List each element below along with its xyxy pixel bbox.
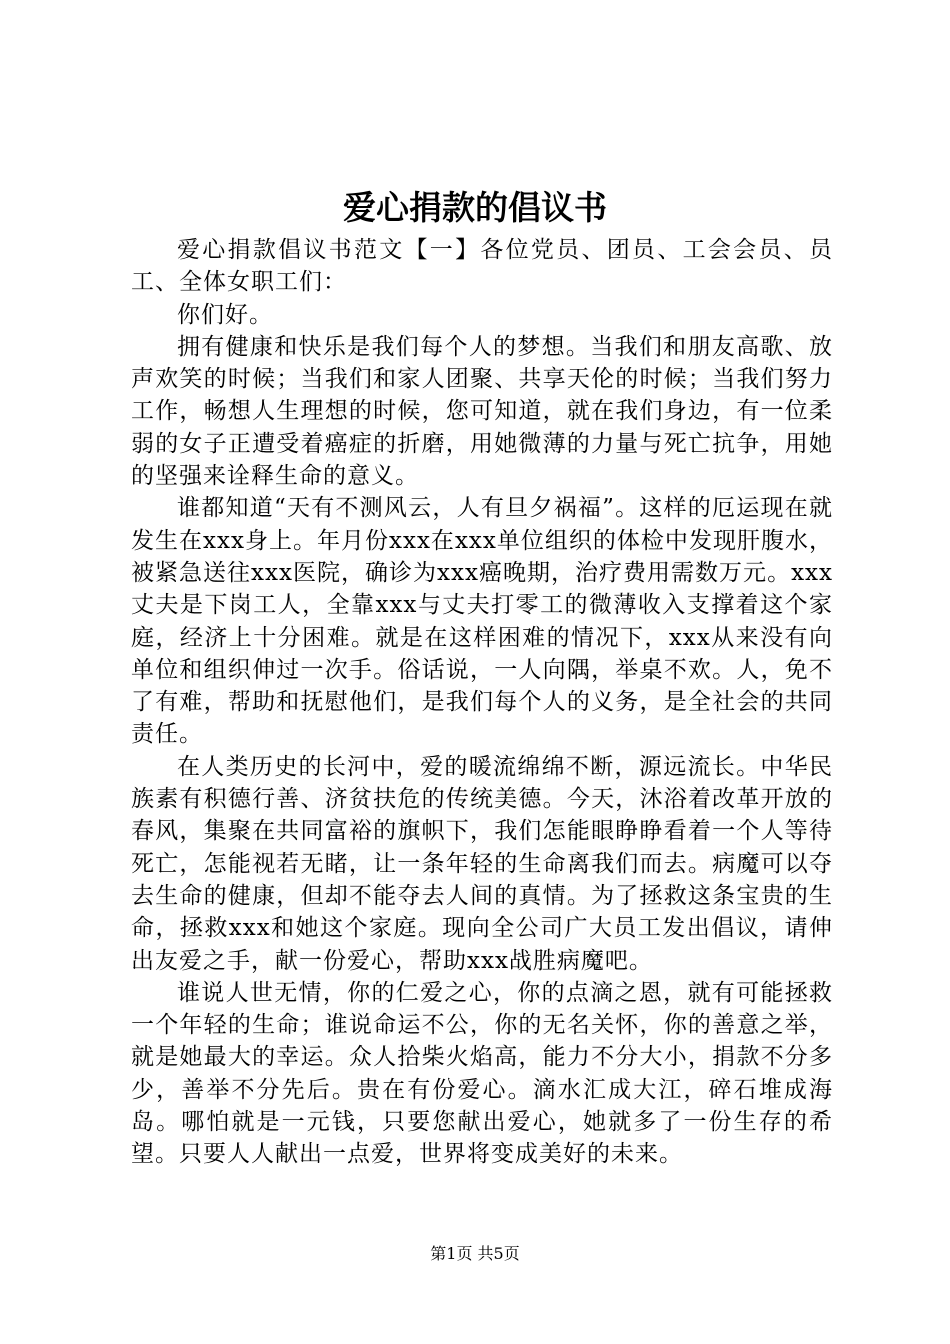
paragraph-closing: 谁说人世无情，你的仁爱之心，你的点滴之恩，就有可能拯救一个年轻的生命；谁说命运不公，你的无名关怀，你的善意之举，就是她最大的幸运。众人拾柴火焰高，能力不分大小，捐款不分多少，善举不分先后。贵在有份爱心。滴水汇成大江，碎石堆成海岛。哪怕就是一元钱，只要您献出爱心，她就多了一份生存的希望。只要人人献出一点爱，世界将变成美好的未来。 — [131, 979, 833, 1168]
paragraph-salutation: 爱心捐款倡议书范文【一】各位党员、团员、工会会员、员工、全体女职工们： — [131, 237, 833, 296]
page-indicator: 第1页 共5页 — [430, 1244, 520, 1263]
paragraph-appeal: 在人类历史的长河中，爱的暖流绵绵不断，源远流长。中华民族素有积德行善、济贫扶危的传统美德。今天，沐浴着改革开放的春风，集聚在共同富裕的旗帜下，我们怎能眼睁睁看着一个人等待死亡，怎能视若无睹，让一条年轻的生命离我们而去。病魔可以夺去生命的健康，但却不能夺去人间的真情。为了拯救这条宝贵的生命，拯救xxx和她这个家庭。现向全公司广大员工发出倡议，请伸出友爱之手，献一份爱心，帮助xxx战胜病魔吧。 — [131, 753, 833, 974]
paragraph-greeting: 你们好。 — [177, 301, 273, 328]
document-title: 爱心捐款的倡议书 — [343, 188, 607, 227]
paragraph-intro: 拥有健康和快乐是我们每个人的梦想。当我们和朋友高歌、放声欢笑的时候；当我们和家人团聚、共享天伦的时候；当我们努力工作，畅想人生理想的时候，您可知道，就在我们身边，有一位柔弱的女子正遭受着癌症的折磨，用她微薄的力量与死亡抗争，用她的坚强来诠释生命的意义。 — [131, 333, 833, 490]
paragraph-situation: 谁都知道“天有不测风云，人有旦夕祸福”。这样的厄运现在就发生在xxx身上。年月份xxx在xxx单位组织的体检中发现肝腹水，被紧急送往xxx医院，确诊为xxx癌晚期，治疗费用需数万元。xxx丈夫是下岗工人，全靠xxx与丈夫打零工的微薄收入支撑着这个家庭，经济上十分困难。就是在这样困难的情况下，xxx从来没有向单位和组织伸过一次手。俗话说，一人向隅，举桌不欢。人，免不了有难，帮助和抚慰他们，是我们每个人的义务，是全社会的共同责任。 — [131, 495, 833, 748]
document-body — [131, 234, 833, 1171]
